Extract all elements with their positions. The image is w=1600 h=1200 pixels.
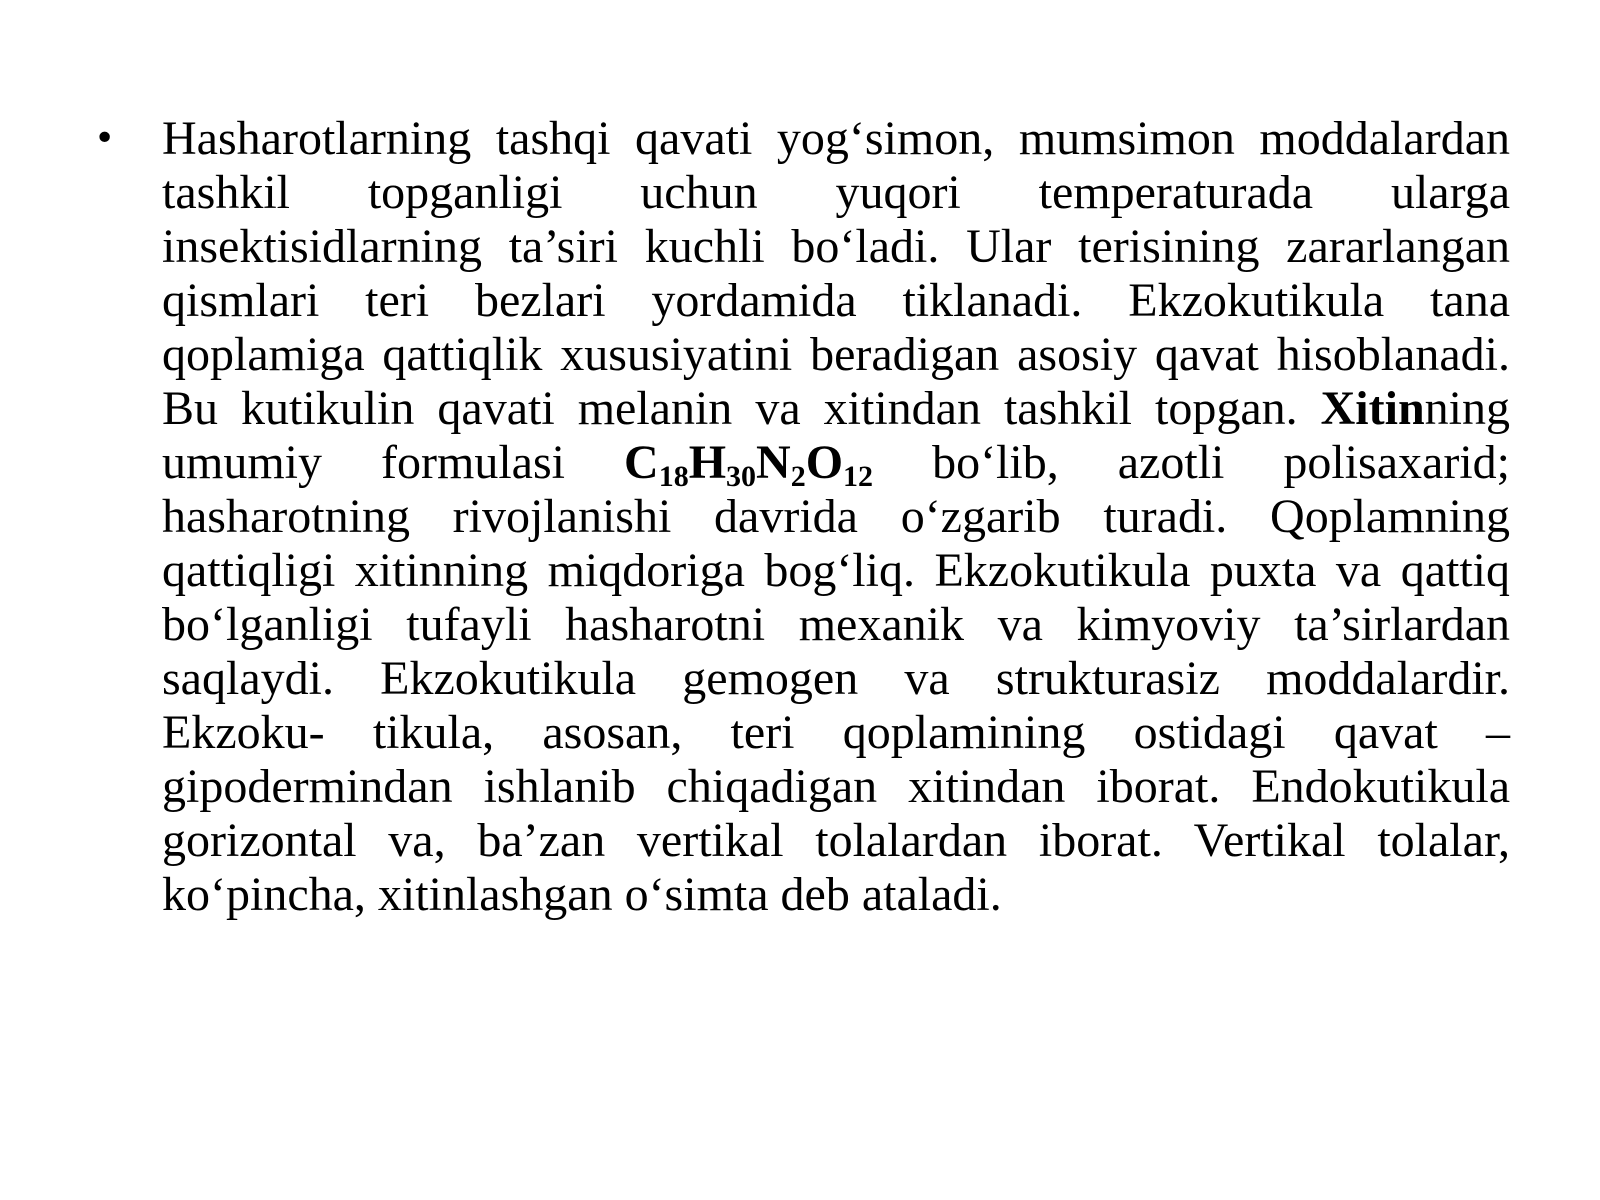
formula-oxygen: O bbox=[805, 436, 844, 489]
formula-carbon: C bbox=[624, 436, 659, 489]
formula-nitrogen-count: 2 bbox=[790, 460, 806, 493]
bullet-icon: • bbox=[94, 118, 116, 159]
formula-hydrogen-count: 30 bbox=[726, 460, 757, 493]
body-paragraph bbox=[162, 112, 1510, 922]
formula-oxygen-count: 12 bbox=[843, 460, 874, 493]
formula-carbon-count: 18 bbox=[658, 460, 689, 493]
bold-term-xitin: Xitin bbox=[1320, 382, 1425, 435]
formula-hydrogen: H bbox=[688, 436, 727, 489]
chemical-formula bbox=[624, 436, 874, 493]
paragraph-text-part2: ning umumiy formulasi bbox=[162, 382, 1510, 489]
formula-nitrogen: N bbox=[756, 436, 791, 489]
paragraph-text-part1: Hasharotlarning tashqi qavati yog‘simon, mumsimon moddalardan tashkil topganligi uchun yuqori temperaturada ularga insektisidlarning ta’siri kuchli bo‘ladi. Ular terisining zararlangan qismlari teri bezlari yordamida tiklanadi. Ekzokutikula tana qoplamiga qattiqlik xususiyatini beradigan asosiy qavat hisoblanadi. Bu kutikulin qavati melanin va xitindan tashkil topgan. bbox=[162, 112, 1510, 435]
paragraph-text-part3: bo‘lib, azotli polisaxarid; hasharotning rivojlanishi davrida o‘zgarib turadi. Qoplamning qattiqligi xitinning miqdoriga bog‘liq. Ekzokutikula puxta va qattiq bo‘lganligi tufayli hasharotni mexanik va kimyoviy ta’sirlardan saqlaydi. Ekzokutikula gemogen va strukturasiz moddalardir. Ekzoku- tikula, asosan, teri qoplamining ostidagi qavat – gipodermindan ishlanib chiqadigan xitindan iborat. Endokutikula gorizontal va, ba’zan vertikal tolalardan iborat. Vertikal tolalar, ko‘pincha, xitinlashgan o‘simta deb ataladi. bbox=[162, 436, 1511, 921]
bullet-item bbox=[90, 112, 1510, 922]
